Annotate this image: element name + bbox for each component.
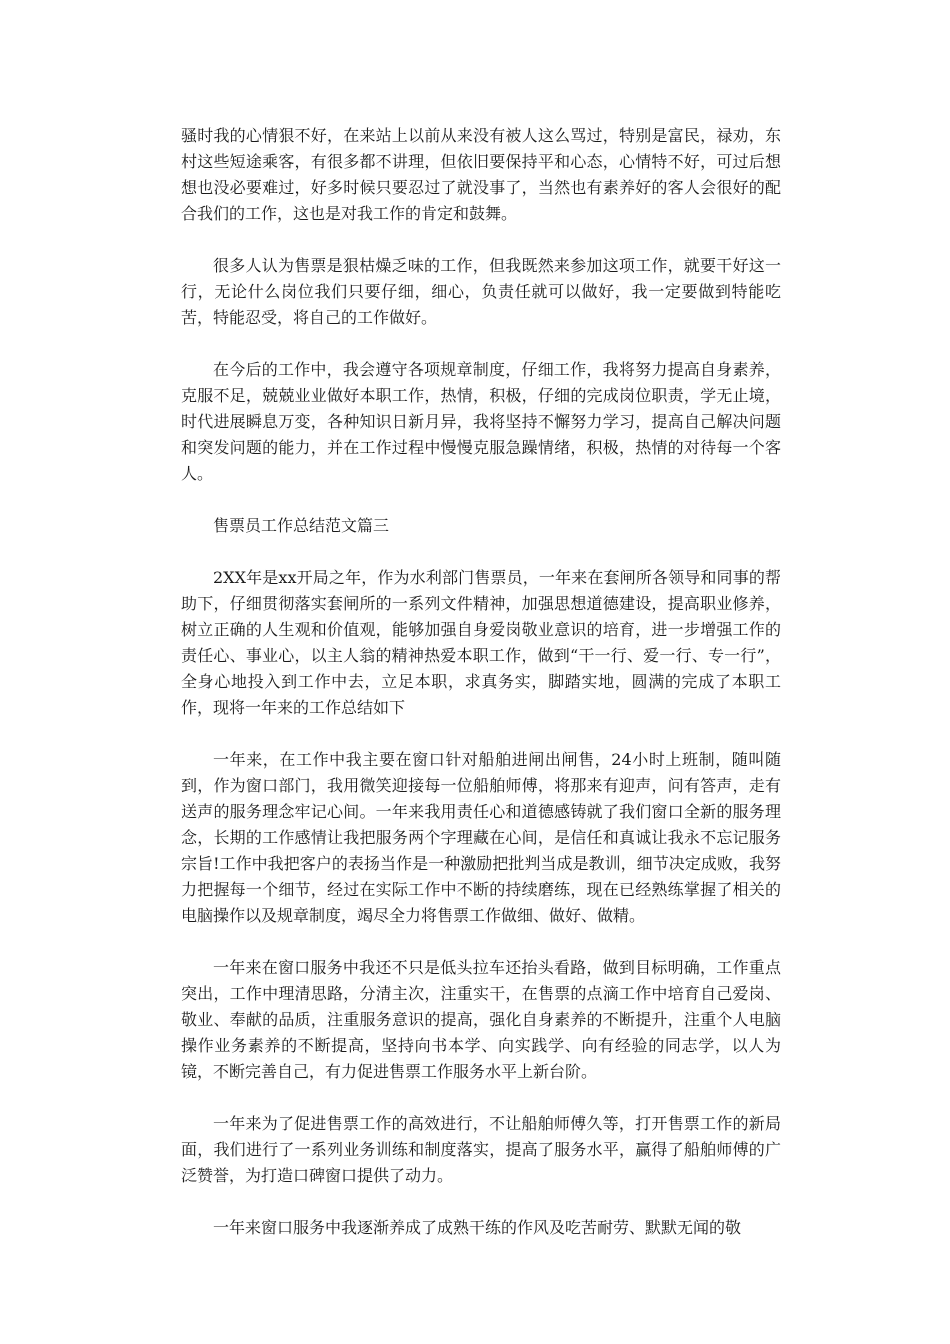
paragraph-8: 一年来窗口服务中我逐渐养成了成熟干练的作风及吃苦耐劳、默默无闻的敬 <box>213 1218 742 1237</box>
paragraph-5: 一年来，在工作中我主要在窗口针对船舶进闸出闸售，24小时上班制，随叫随到，作为窗口部门，我用微笑迎接每一位船舶师傅，将那来有迎声，问有答声，走有送声的服务理念牢记心间。一年来我用责任心和道德感铸就了我们窗口全新的服务理念，长期的工作感情让我把服务两个字理藏在心间，是信任和真诚让我永不忘记服务宗旨!工作中我把客户的表扬当作是一种激励把批判当成是教训，细节决定成败，我努力把握每一个细节，经过在实际工作中不断的持续磨练，现在已经熟练掌握了相关的电脑操作以及规章制度，竭尽全力将售票工作做细、做好、做精。 <box>181 750 781 925</box>
paragraph-2: 很多人认为售票是狠枯燥乏味的工作，但我既然来参加这项工作，就要干好这一行，无论什么岗位我们只要仔细，细心，负责任就可以做好，我一定要做到特能吃苦，特能忍受，将自己的工作做好。 <box>181 256 781 327</box>
paragraph-6: 一年来在窗口服务中我还不只是低头拉车还抬头看路，做到目标明确，工作重点突出，工作中理清思路，分清主次，注重实干，在售票的点滴工作中培育自己爱岗、敬业、奉献的品质，注重服务意识的提高，强化自身素养的不断提升，注重个人电脑操作业务素养的不断提高，坚持向书本学、向实践学、向有经验的同志学，以人为镜，不断完善自己，有力促进售票工作服务水平上新台阶。 <box>181 958 781 1081</box>
section-heading: 售票员工作总结范文篇三 <box>213 516 390 535</box>
document-body <box>181 123 781 1267</box>
paragraph-3: 在今后的工作中，我会遵守各项规章制度，仔细工作，我将努力提高自身素养，克服不足，兢兢业业做好本职工作，热情，积极，仔细的完成岗位职责，学无止境，时代进展瞬息万变，各种知识日新月异，我将坚持不懈努力学习，提高自己解决问题和突发问题的能力，并在工作过程中慢慢克服急躁情绪，积极，热情的对待每一个客人。 <box>181 360 781 483</box>
paragraph-4: 2XX年是xx开局之年，作为水利部门售票员，一年来在套闸所各领导和同事的帮助下，仔细贯彻落实套闸所的一系列文件精神，加强思想道德建设，提高职业修养，树立正确的人生观和价值观，能够加强自身爱岗敬业意识的培育，进一步增强工作的责任心、事业心，以主人翁的精神热爱本职工作，做到“干一行、爱一行、专一行”，全身心地投入到工作中去，立足本职，求真务实，脚踏实地，圆满的完成了本职工作，现将一年来的工作总结如下 <box>181 568 781 717</box>
paragraph-7: 一年来为了促进售票工作的高效进行，不让船舶师傅久等，打开售票工作的新局面，我们进行了一系列业务训练和制度落实，提高了服务水平，赢得了船舶师傅的广泛赞誉，为打造口碑窗口提供了动力。 <box>181 1114 781 1185</box>
paragraph-1: 骚时我的心情狠不好，在来站上以前从来没有被人这么骂过，特别是富民，禄劝，东村这些短途乘客，有很多都不讲理，但依旧要保持平和心态，心情特不好，可过后想想也没必要难过，好多时候只要忍过了就没事了，当然也有素养好的客人会很好的配合我们的工作，这也是对我工作的肯定和鼓舞。 <box>181 126 781 223</box>
